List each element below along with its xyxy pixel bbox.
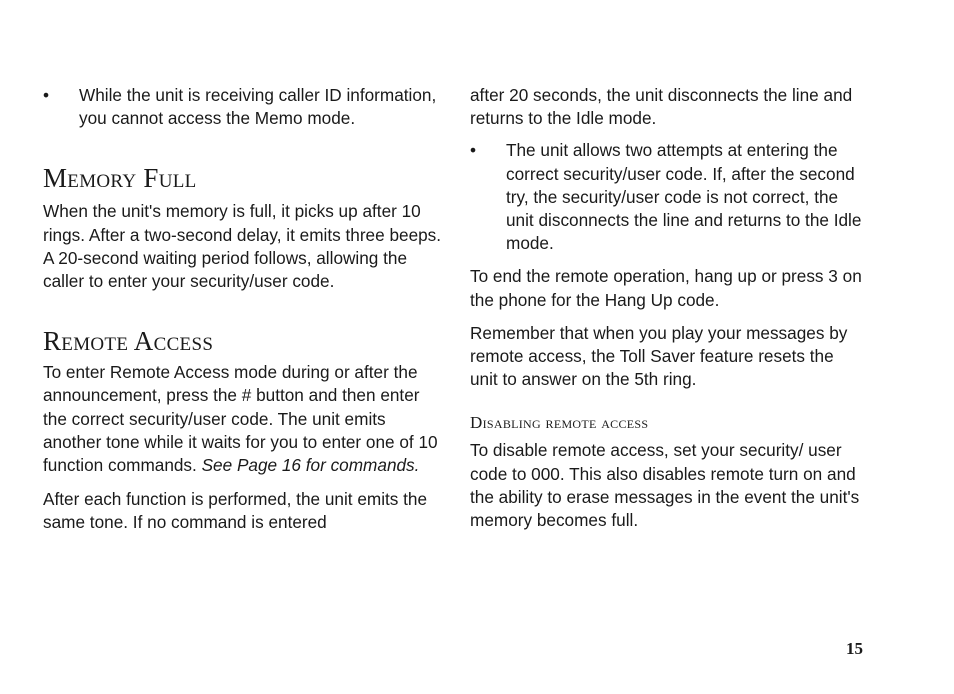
bullet-marker: • (43, 85, 50, 105)
toll-saver-paragraph: Remember that when you play your messages by remote access, the Toll Saver feature resets the unit to answer on the 5th ring. (470, 322, 848, 390)
continuation-paragraph: after 20 seconds, the unit disconnects the line and returns to the Idle mode. (470, 85, 853, 129)
disabling-remote-access-heading: Disabling remote access (470, 413, 649, 433)
two-attempts-bullet-text: The unit allows two attempts at entering the correct security/user code. If, after the second try, the security/user code is not correct, the unit disconnects the line and returns to the Idle mode. (506, 140, 862, 254)
remote-access-paragraph (43, 361, 445, 477)
disabling-remote-access-body: To disable remote access, set your security/ user code to 000. This also disables remote turn on and the ability to erase messages in the event the unit's memory becomes full. (470, 440, 860, 531)
commands-page-reference: See Page 16 for commands. (201, 455, 420, 476)
page-number: 15 (846, 639, 863, 658)
two-attempts-bullet (470, 139, 866, 255)
remote-access-instructions: To enter Remote Access mode during or after the announcement, press the # button and then enter the correct security/user code. The unit emits another tone while it waits for you to enter one of 10 function commands. (43, 362, 438, 476)
function-performed-paragraph: After each function is performed, the unit emits the same tone. If no command is entered (43, 489, 428, 533)
remote-access-heading: Remote Access (43, 326, 214, 357)
bullet-marker: • (470, 140, 477, 161)
caller-id-bullet (43, 84, 445, 130)
end-remote-paragraph: To end the remote operation, hang up or press 3 on the phone for the Hang Up code. (470, 266, 862, 310)
right-column (470, 84, 866, 532)
left-column (43, 84, 445, 535)
caller-id-bullet-text: While the unit is receiving caller ID information, you cannot access the Memo mode. (79, 85, 437, 129)
memory-full-body: When the unit's memory is full, it picks up after 10 rings. After a two-second delay, it emits three beeps. A 20-second waiting period follows, allowing the caller to enter your security/user code. (43, 201, 442, 292)
memory-full-heading: Memory Full (43, 163, 197, 194)
